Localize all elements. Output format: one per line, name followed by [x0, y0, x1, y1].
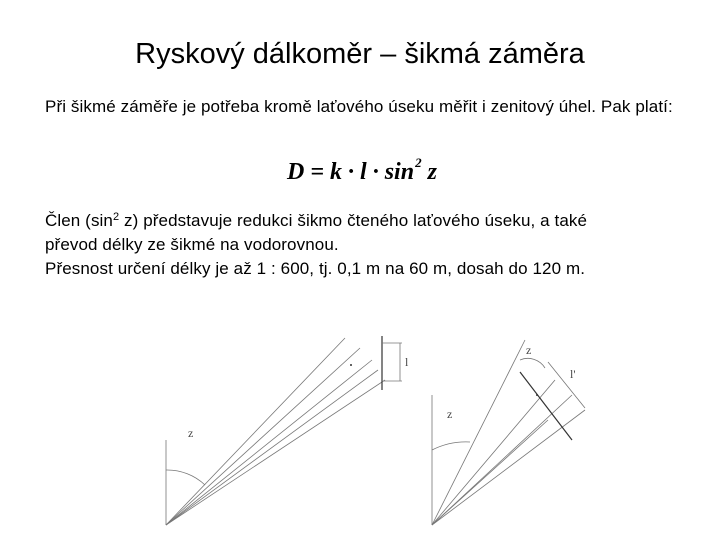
formula-d: D	[287, 159, 305, 185]
formula-l: l	[360, 159, 367, 185]
line1-suffix: z) představuje redukci šikmo čteného laťového úseku, a také	[119, 211, 588, 230]
sin-squared-superscript: 2	[112, 211, 120, 223]
left-ray-4	[166, 380, 385, 525]
formula-exponent: 2	[415, 155, 422, 170]
left-angle-arc	[166, 470, 205, 485]
left-ray-2	[166, 348, 360, 525]
formula-dot-2: ·	[372, 159, 379, 185]
right-upper-ray	[432, 340, 525, 525]
formula-equals: =	[310, 159, 325, 185]
right-z-top-label: z	[526, 343, 532, 357]
left-z-label: z	[188, 426, 194, 440]
left-ray-3	[166, 360, 372, 525]
left-figure	[166, 336, 402, 525]
explanation-line-2: převod délky ze šikmé na vodorovnou.	[45, 235, 339, 254]
left-point	[350, 364, 352, 366]
right-figure	[432, 340, 585, 525]
formula-k: k	[330, 159, 343, 185]
right-dim-line	[548, 362, 585, 408]
formula-dot-1: ·	[348, 159, 355, 185]
line1-prefix: Člen (sin	[45, 211, 113, 230]
right-ray-4	[432, 420, 548, 525]
right-angle-arc	[432, 442, 470, 450]
right-l-label: l'	[570, 367, 576, 381]
left-ray-5	[166, 370, 378, 525]
right-top-arc	[520, 358, 545, 368]
formula-z: z	[427, 159, 437, 185]
right-z-mid-label: z	[447, 407, 453, 421]
right-point	[536, 394, 538, 396]
right-ray-1	[432, 380, 555, 525]
left-l-label: l	[405, 355, 409, 369]
intro-paragraph: Při šikmé záměře je potřeba kromě laťového úseku měřit i zenitový úhel. Pak platí:	[45, 97, 673, 116]
explanation-line-3: Přesnost určení délky je až 1 : 600, tj. 0,1 m na 60 m, dosah do 120 m.	[45, 259, 586, 278]
formula-sin: sin	[384, 159, 415, 185]
slide-title: Ryskový dálkoměr – šikmá záměra	[135, 38, 585, 70]
